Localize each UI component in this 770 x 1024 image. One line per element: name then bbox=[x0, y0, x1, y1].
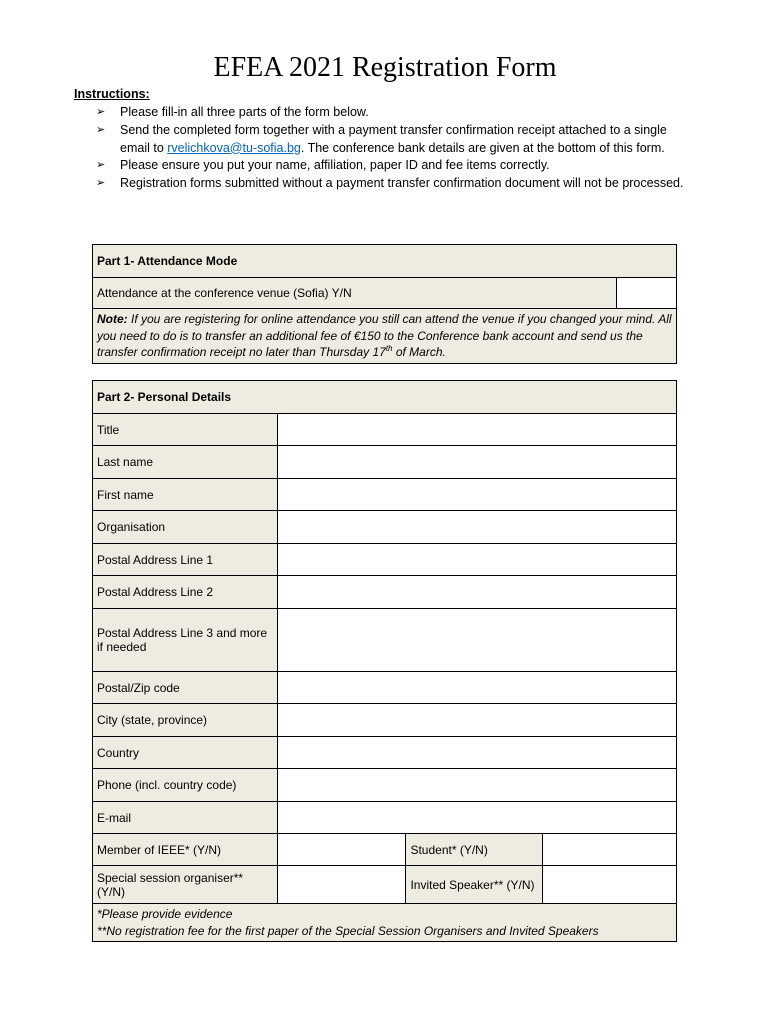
form-field-row bbox=[93, 737, 677, 769]
footnotes bbox=[93, 904, 677, 942]
form-field-row bbox=[93, 544, 677, 576]
form-field-row bbox=[93, 704, 677, 737]
ieee-member-input[interactable] bbox=[277, 834, 406, 866]
field-label: E-mail bbox=[93, 802, 278, 834]
field-input[interactable] bbox=[277, 576, 676, 609]
form-field-row bbox=[93, 576, 677, 609]
field-label: Title bbox=[93, 414, 278, 446]
session-organiser-input[interactable] bbox=[277, 866, 406, 904]
field-label: Postal Address Line 2 bbox=[93, 576, 278, 609]
student-label: Student* (Y/N) bbox=[406, 834, 543, 866]
field-input[interactable] bbox=[277, 414, 676, 446]
form-field-row bbox=[93, 672, 677, 704]
form-field-row bbox=[93, 414, 677, 446]
form-field-row bbox=[93, 609, 677, 672]
field-input[interactable] bbox=[277, 479, 676, 511]
field-label: City (state, province) bbox=[93, 704, 278, 737]
footnote-no-fee: **No registration fee for the first paper of the Special Session Organisers and Invited Speakers bbox=[97, 923, 599, 938]
part1-heading: Part 1- Attendance Mode bbox=[93, 245, 677, 278]
part2-heading: Part 2- Personal Details bbox=[93, 381, 677, 414]
ieee-member-label: Member of IEEE* (Y/N) bbox=[93, 834, 278, 866]
instruction-item: ➢ Please fill-in all three parts of the form below. bbox=[96, 104, 696, 122]
attendance-label: Attendance at the conference venue (Sofia) Y/N bbox=[93, 278, 617, 309]
arrow-bullet-icon: ➢ bbox=[96, 177, 106, 190]
part2-personal-details-table bbox=[92, 380, 677, 942]
field-label: Last name bbox=[93, 446, 278, 479]
contact-email-link[interactable]: rvelichkova@tu-sofia.bg bbox=[167, 140, 301, 155]
attendance-input[interactable] bbox=[617, 278, 677, 309]
attendance-note: Note: If you are registering for online attendance you still can attend the venue if you changed your mind. All you need to do is to transfer an additional fee of €150 to the Conference bank account and send us the transfer confirmation receipt no later than Thursday 17th of March. bbox=[93, 309, 677, 364]
field-label: Postal/Zip code bbox=[93, 672, 278, 704]
field-label: First name bbox=[93, 479, 278, 511]
form-field-row bbox=[93, 479, 677, 511]
instruction-item: ➢ Send the completed form together with a payment transfer confirmation receipt attached to a single email to rvelichkova@tu-sofia.bg. The conference bank details are given at the bottom of this form. bbox=[96, 122, 667, 155]
invited-speaker-input[interactable] bbox=[543, 866, 677, 904]
instruction-item: ➢ Registration forms submitted without a payment transfer confirmation document will not be processed. bbox=[96, 175, 696, 193]
invited-speaker-label: Invited Speaker** (Y/N) bbox=[406, 866, 543, 904]
form-field-row bbox=[93, 769, 677, 802]
field-label: Organisation bbox=[93, 511, 278, 544]
field-input[interactable] bbox=[277, 446, 676, 479]
field-label: Postal Address Line 1 bbox=[93, 544, 278, 576]
part1-attendance-table bbox=[92, 244, 677, 364]
instruction-item: ➢ Please ensure you put your name, affiliation, paper ID and fee items correctly. bbox=[96, 157, 696, 175]
form-field-row bbox=[93, 446, 677, 479]
footnote-evidence: *Please provide evidence bbox=[97, 907, 233, 921]
arrow-bullet-icon: ➢ bbox=[96, 123, 106, 136]
field-input[interactable] bbox=[277, 737, 676, 769]
field-input[interactable] bbox=[277, 544, 676, 576]
page-title: EFEA 2021 Registration Form bbox=[213, 52, 557, 83]
session-organiser-label: Special session organiser** (Y/N) bbox=[93, 866, 278, 904]
student-input[interactable] bbox=[543, 834, 677, 866]
field-label: Country bbox=[93, 737, 278, 769]
field-input[interactable] bbox=[277, 769, 676, 802]
field-input[interactable] bbox=[277, 672, 676, 704]
field-input[interactable] bbox=[277, 704, 676, 737]
form-field-row bbox=[93, 511, 677, 544]
instructions-heading: Instructions: bbox=[74, 87, 150, 101]
field-input[interactable] bbox=[277, 802, 676, 834]
form-field-row bbox=[93, 802, 677, 834]
field-input[interactable] bbox=[277, 609, 676, 672]
field-input[interactable] bbox=[277, 511, 676, 544]
instructions-list bbox=[96, 104, 696, 193]
field-label: Postal Address Line 3 and more if needed bbox=[93, 609, 278, 672]
arrow-bullet-icon: ➢ bbox=[96, 159, 106, 172]
arrow-bullet-icon: ➢ bbox=[96, 106, 106, 118]
field-label: Phone (incl. country code) bbox=[93, 769, 278, 802]
